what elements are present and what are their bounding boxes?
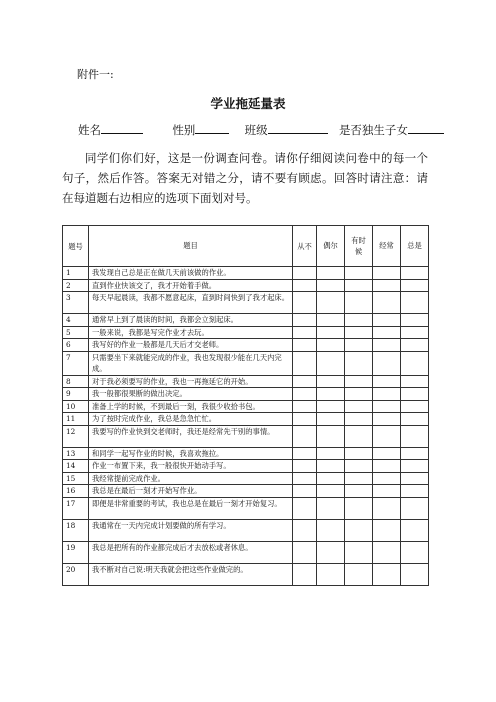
item-number: 14 (63, 460, 89, 473)
header-always: 总是 (401, 226, 429, 267)
answer-cell-never[interactable] (293, 375, 317, 388)
answer-cell-often-sometimes[interactable] (345, 292, 373, 314)
answer-cell-sometimes[interactable] (317, 375, 345, 388)
answer-cell-often-sometimes[interactable] (345, 497, 373, 519)
answer-cell-often-sometimes[interactable] (345, 447, 373, 460)
answer-cell-sometimes[interactable] (317, 460, 345, 473)
table-row (63, 351, 429, 375)
intro-paragraph: 同学们你们好，这是一份调查问卷。请你仔细阅读问卷中的每一个句子，然后作答。答案无对错之分，请不要有顾虑。回答时请注意：请在每道题右边相应的选项下面划对号。 (62, 151, 428, 205)
header-item: 题目 (89, 226, 293, 267)
only-child-field[interactable] (408, 122, 444, 134)
answer-cell-sometimes[interactable] (317, 351, 345, 375)
item-text: 直到作业快该交了，我才开始着手做。 (89, 279, 293, 292)
item-number: 3 (63, 292, 89, 314)
answer-cell-often[interactable] (373, 388, 401, 401)
answer-cell-often[interactable] (373, 472, 401, 485)
answer-cell-sometimes[interactable] (317, 541, 345, 563)
answer-cell-sometimes[interactable] (317, 326, 345, 339)
item-text: 我要写的作业快到交老师时，我还是经常先干别的事情。 (89, 425, 293, 447)
answer-cell-sometimes[interactable] (317, 314, 345, 327)
answer-cell-always[interactable] (401, 541, 429, 563)
class-label: 班级 (244, 123, 268, 137)
gender-label: 性别 (172, 123, 196, 137)
answer-cell-never[interactable] (293, 267, 317, 280)
item-text: 通常早上到了晨读的时间，我都会立刻起床。 (89, 314, 293, 327)
name-label: 姓名 (78, 123, 101, 137)
item-number: 1 (63, 267, 89, 280)
page-title: 学业拖延量表 (210, 96, 286, 111)
answer-cell-always[interactable] (401, 447, 429, 460)
table-row (63, 388, 429, 401)
item-text: 我经常提前完成作业。 (89, 472, 293, 485)
answer-cell-never[interactable] (293, 425, 317, 447)
answer-cell-sometimes[interactable] (317, 485, 345, 498)
item-text: 一般来说，我都是写完作业才去玩。 (89, 326, 293, 339)
survey-table (62, 225, 429, 586)
table-row (63, 447, 429, 460)
item-number: 16 (63, 485, 89, 498)
answer-cell-often-sometimes[interactable] (345, 425, 373, 447)
answer-cell-often[interactable] (373, 375, 401, 388)
table-row (63, 292, 429, 314)
item-number: 19 (63, 541, 89, 563)
header-num: 题号 (63, 226, 89, 267)
answer-cell-often[interactable] (373, 425, 401, 447)
answer-cell-never[interactable] (293, 400, 317, 413)
item-text: 我写好的作业一般都是几天后才交老师。 (89, 339, 293, 352)
table-row (63, 563, 429, 585)
answer-cell-always[interactable] (401, 460, 429, 473)
table-row (63, 460, 429, 473)
table-row (63, 279, 429, 292)
answer-cell-always[interactable] (401, 400, 429, 413)
answer-cell-sometimes[interactable] (317, 497, 345, 519)
item-text: 我一般都很果断的做出决定。 (89, 388, 293, 401)
item-number: 13 (63, 447, 89, 460)
header-often: 经常 (373, 226, 401, 267)
item-number: 2 (63, 279, 89, 292)
answer-cell-sometimes[interactable] (317, 413, 345, 426)
answer-cell-often[interactable] (373, 519, 401, 541)
answer-cell-never[interactable] (293, 339, 317, 352)
answer-cell-always[interactable] (401, 292, 429, 314)
item-number: 12 (63, 425, 89, 447)
table-row (63, 314, 429, 327)
answer-cell-never[interactable] (293, 460, 317, 473)
item-text: 我不断对自己说:明天我就会把这些作业做完的。 (89, 563, 293, 585)
answer-cell-never[interactable] (293, 351, 317, 375)
answer-cell-always[interactable] (401, 485, 429, 498)
answer-cell-never[interactable] (293, 563, 317, 585)
item-number: 5 (63, 326, 89, 339)
answer-cell-always[interactable] (401, 351, 429, 375)
answer-cell-often-sometimes[interactable] (345, 267, 373, 280)
table-row (63, 472, 429, 485)
item-text: 我发现自己总是正在做几天前该做的作业。 (89, 267, 293, 280)
table-row (63, 519, 429, 541)
answer-cell-sometimes[interactable] (317, 447, 345, 460)
answer-cell-always[interactable] (401, 267, 429, 280)
table-row (63, 267, 429, 280)
answer-cell-sometimes[interactable] (317, 425, 345, 447)
answer-cell-often[interactable] (373, 563, 401, 585)
item-number: 8 (63, 375, 89, 388)
item-text: 我总是在最后一刻才开始写作业。 (89, 485, 293, 498)
table-row (63, 485, 429, 498)
item-number: 9 (63, 388, 89, 401)
item-text: 即便是非常重要的考试，我也总是在最后一刻才开始复习。 (89, 497, 293, 519)
item-text: 对于我必须要写的作业，我也一再拖延它的开始。 (89, 375, 293, 388)
table-row (63, 425, 429, 447)
item-text: 我通常在一天内完成计划要做的所有学习。 (89, 519, 293, 541)
item-text: 我总是把所有的作业都完成后才去放松或者休息。 (89, 541, 293, 563)
answer-cell-never[interactable] (293, 497, 317, 519)
item-text: 作业一布置下来，我一般很快开始动手写。 (89, 460, 293, 473)
name-field[interactable] (101, 122, 143, 134)
answer-cell-never[interactable] (293, 314, 317, 327)
answer-cell-often[interactable] (373, 400, 401, 413)
answer-cell-always[interactable] (401, 326, 429, 339)
item-text: 为了按时完成作业，我总是急急忙忙。 (89, 413, 293, 426)
answer-cell-often-sometimes[interactable] (345, 314, 373, 327)
item-number: 17 (63, 497, 89, 519)
answer-cell-sometimes[interactable] (317, 279, 345, 292)
answer-cell-always[interactable] (401, 279, 429, 292)
answer-cell-always[interactable] (401, 563, 429, 585)
answer-cell-never[interactable] (293, 485, 317, 498)
answer-cell-always[interactable] (401, 425, 429, 447)
item-number: 4 (63, 314, 89, 327)
answer-cell-sometimes[interactable] (317, 339, 345, 352)
answer-cell-never[interactable] (293, 292, 317, 314)
table-header-row (63, 226, 429, 267)
answer-cell-often[interactable] (373, 339, 401, 352)
answer-cell-often-sometimes[interactable] (345, 339, 373, 352)
answer-cell-never[interactable] (293, 413, 317, 426)
answer-cell-sometimes[interactable] (317, 267, 345, 280)
answer-cell-never[interactable] (293, 541, 317, 563)
answer-cell-often[interactable] (373, 292, 401, 314)
answer-cell-often-sometimes[interactable] (345, 541, 373, 563)
gender-field[interactable] (195, 122, 229, 134)
answer-cell-always[interactable] (401, 314, 429, 327)
answer-cell-often-sometimes[interactable] (345, 375, 373, 388)
answer-cell-sometimes[interactable] (317, 292, 345, 314)
answer-cell-often[interactable] (373, 447, 401, 460)
item-number: 15 (63, 472, 89, 485)
answer-cell-often-sometimes[interactable] (345, 351, 373, 375)
answer-cell-often-sometimes[interactable] (345, 472, 373, 485)
answer-cell-sometimes[interactable] (317, 400, 345, 413)
table-row (63, 375, 429, 388)
answer-cell-never[interactable] (293, 472, 317, 485)
answer-cell-always[interactable] (401, 519, 429, 541)
answer-cell-never[interactable] (293, 279, 317, 292)
answer-cell-often-sometimes[interactable] (345, 519, 373, 541)
answer-cell-always[interactable] (401, 413, 429, 426)
answer-cell-often[interactable] (373, 267, 401, 280)
answer-cell-often[interactable] (373, 279, 401, 292)
item-text: 准备上学的时候，不到最后一刻，我很少收拾书包。 (89, 400, 293, 413)
respondent-info (78, 122, 444, 138)
answer-cell-often-sometimes[interactable] (345, 326, 373, 339)
item-number: 10 (63, 400, 89, 413)
answer-cell-often[interactable] (373, 351, 401, 375)
answer-cell-always[interactable] (401, 472, 429, 485)
answer-cell-often[interactable] (373, 413, 401, 426)
answer-cell-always[interactable] (401, 497, 429, 519)
item-text: 只需要坐下来就能完成的作业，我也发现很少能在几天内完成。 (89, 351, 293, 375)
table-row (63, 413, 429, 426)
item-text: 每天早起晨读，我都不愿意起床，直到时间快到了我才起床。 (89, 292, 293, 314)
answer-cell-often[interactable] (373, 485, 401, 498)
answer-cell-sometimes[interactable] (317, 563, 345, 585)
answer-cell-never[interactable] (293, 447, 317, 460)
table-row (63, 326, 429, 339)
answer-cell-often[interactable] (373, 326, 401, 339)
answer-cell-often-sometimes[interactable] (345, 563, 373, 585)
header-never: 从不 (293, 226, 317, 267)
answer-cell-sometimes[interactable] (317, 519, 345, 541)
answer-cell-often-sometimes[interactable] (345, 400, 373, 413)
table-row (63, 339, 429, 352)
answer-cell-often-sometimes[interactable] (345, 279, 373, 292)
item-text: 和同学一起写作业的时候，我喜欢拖拉。 (89, 447, 293, 460)
table-row (63, 497, 429, 519)
item-number: 7 (63, 351, 89, 375)
table-row (63, 541, 429, 563)
header-often-sometimes: 有时候 (345, 226, 373, 267)
item-number: 6 (63, 339, 89, 352)
answer-cell-always[interactable] (401, 375, 429, 388)
item-number: 20 (63, 563, 89, 585)
item-number: 18 (63, 519, 89, 541)
answer-cell-always[interactable] (401, 339, 429, 352)
answer-cell-often[interactable] (373, 314, 401, 327)
item-number: 11 (63, 413, 89, 426)
answer-cell-never[interactable] (293, 388, 317, 401)
class-field[interactable] (268, 122, 328, 134)
answer-cell-always[interactable] (401, 388, 429, 401)
answer-cell-never[interactable] (293, 326, 317, 339)
header-sometimes: 偶尔 (317, 226, 345, 267)
answer-cell-often[interactable] (373, 497, 401, 519)
attachment-label: 附件一: (77, 68, 114, 81)
only-child-label: 是否独生子女 (338, 123, 408, 137)
answer-cell-sometimes[interactable] (317, 472, 345, 485)
answer-cell-often[interactable] (373, 541, 401, 563)
answer-cell-often-sometimes[interactable] (345, 413, 373, 426)
table-row (63, 400, 429, 413)
answer-cell-often-sometimes[interactable] (345, 388, 373, 401)
answer-cell-never[interactable] (293, 519, 317, 541)
answer-cell-often-sometimes[interactable] (345, 485, 373, 498)
answer-cell-sometimes[interactable] (317, 388, 345, 401)
answer-cell-often[interactable] (373, 460, 401, 473)
answer-cell-often-sometimes[interactable] (345, 460, 373, 473)
